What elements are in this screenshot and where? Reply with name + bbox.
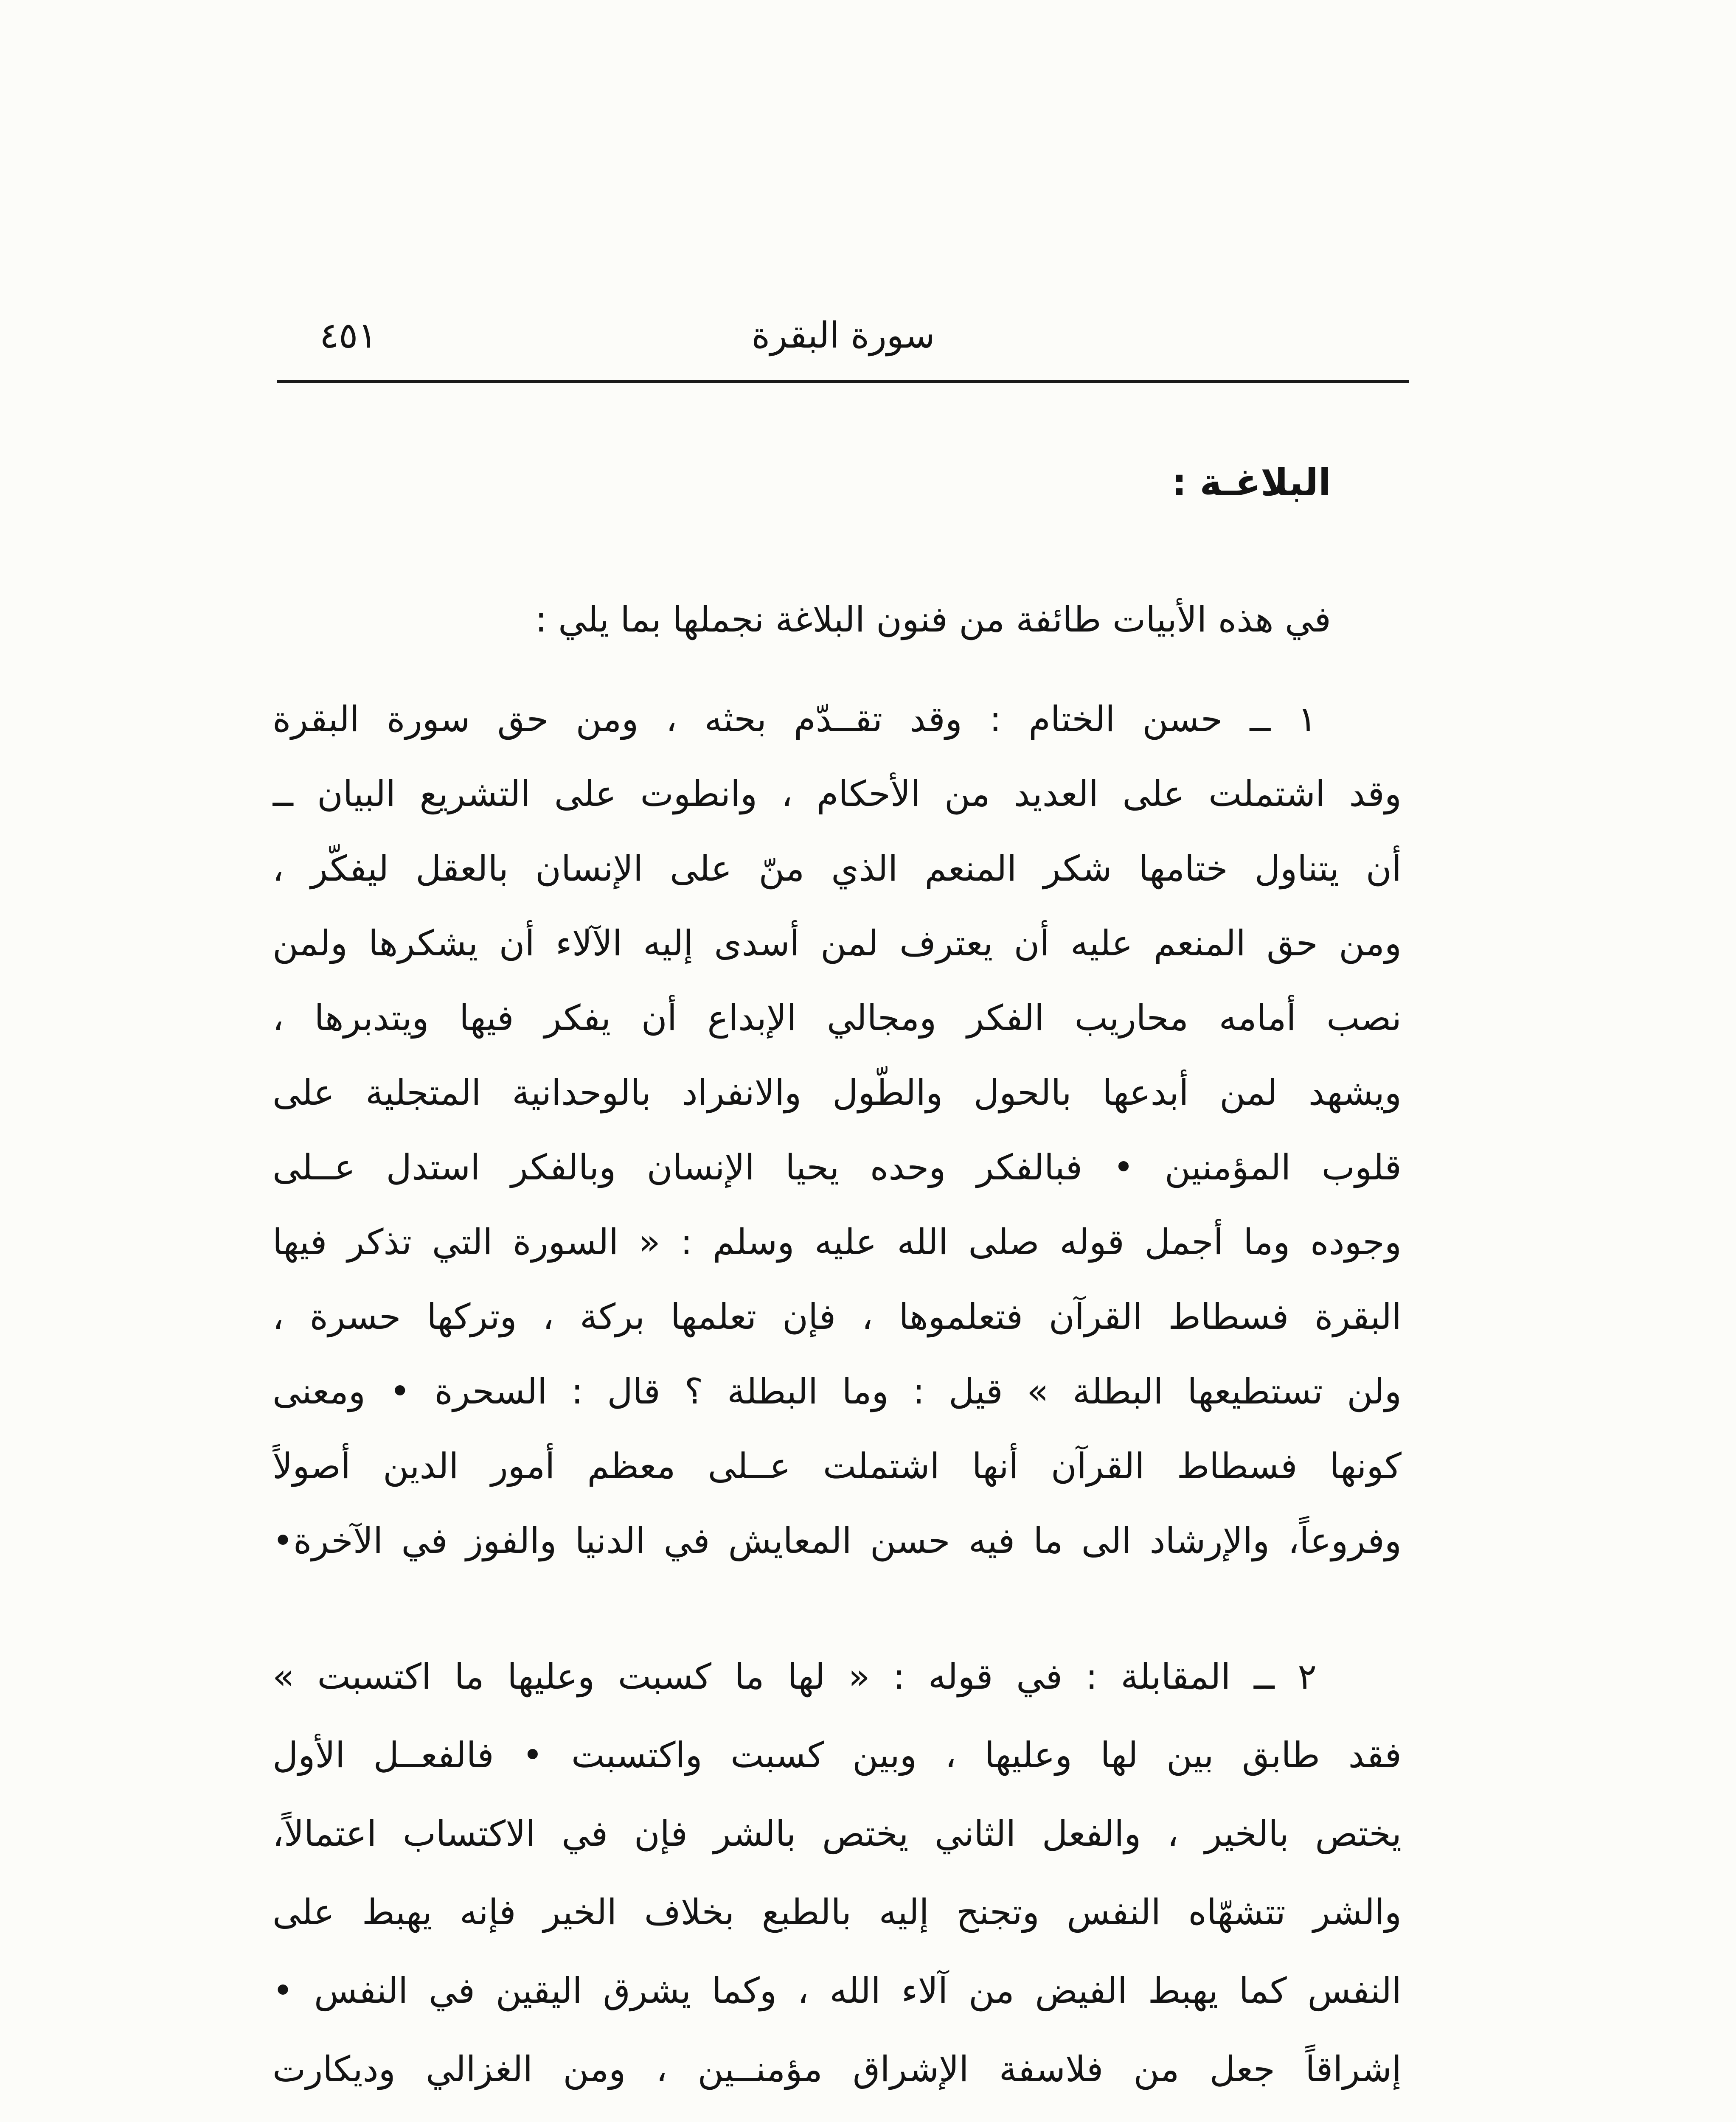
text-line: [272, 1280, 1402, 1354]
running-title: سورة البقرة: [751, 314, 935, 356]
text-line-content: وجوده وما أجمل قوله صلى الله عليه وسلم : « السورة التي تذكر فيها: [272, 1221, 1402, 1263]
text-line-content: وفروعاً، والإرشاد الى ما فيه حسن المعايش في الدنيا والفوز في الآخرة•: [272, 1520, 1402, 1561]
text-line: [272, 757, 1402, 831]
text-line-content: ٢ ــ المقابلة : في قوله : « لها ما كسبت وعليها ما اكتسبت »: [272, 1656, 1317, 1697]
intro-paragraph: في هذه الأبيات طائفة من فنون البلاغة نجملها بما يلي :: [535, 599, 1331, 640]
text-line-content: فقد طابق بين لها وعليها ، وبين كسبت واكتسبت • فالفعــل الأول: [272, 1735, 1402, 1776]
running-header: [277, 297, 1409, 373]
text-line: [272, 2108, 1402, 2122]
text-line: [272, 1637, 1402, 1716]
text-line: [272, 1130, 1402, 1205]
text-line-content: يختص بالخير ، والفعل الثاني يختص بالشر فإن في الاكتساب اعتمالاً،: [272, 1813, 1402, 1854]
text-line-content: إشراقاً جعل من فلاسفة الإشراق مؤمنــين ، ومن الغزالي وديكارت: [272, 2049, 1402, 2090]
text-line-content: والشر تتشهّاه النفس وتجنح إليه بالطبع بخلاف الخير فإنه يهبط على: [272, 1892, 1402, 1933]
text-line: [272, 1055, 1402, 1130]
text-line: [272, 1429, 1402, 1504]
text-line-content: قلوب المؤمنين • فبالفكر وحده يحيا الإنسان وبالفكر استدل عــلى: [272, 1147, 1402, 1188]
text-line: [272, 1794, 1402, 1873]
text-line-content: النفس كما يهبط الفيض من آلاء الله ، وكما يشرق اليقين في النفس •: [272, 1970, 1402, 2011]
text-line-content: ولن تستطيعها البطلة » قيل : وما البطلة ؟ قال : السحرة • ومعنى: [272, 1371, 1402, 1412]
text-line-content: ١ ــ حسن الختام : وقد تقــدّم بحثه ، ومن حق سورة البقرة: [272, 699, 1317, 740]
text-line: [272, 2030, 1402, 2108]
text-line-content: ومن حق المنعم عليه أن يعترف لمن أسدى إليه الآلاء أن يشكرها ولمن: [272, 923, 1402, 964]
text-line-content: أن يتناول ختامها شكر المنعم الذي منّ على الإنسان بالعقل ليفكّر ،: [272, 848, 1402, 889]
text-line: [272, 1951, 1402, 2030]
text-line: [272, 906, 1402, 981]
point-2-paragraph: [272, 1637, 1402, 2122]
text-line: [272, 1873, 1402, 1951]
section-heading: البلاغـة :: [1171, 460, 1331, 504]
text-line: [272, 682, 1402, 757]
text-line-content: البقرة فسطاط القرآن فتعلموها ، فإن تعلمها بركة ، وتركها حسرة ،: [272, 1296, 1402, 1337]
header-rule: [277, 380, 1409, 383]
text-line: [272, 981, 1402, 1055]
text-line: [272, 1504, 1402, 1578]
text-line-content: ويشهد لمن أبدعها بالحول والطّول والانفراد بالوحدانية المتجلية على: [272, 1072, 1402, 1113]
text-line: [272, 1354, 1402, 1429]
point-1-paragraph: [272, 682, 1402, 1578]
page-number: ٤٥١: [320, 314, 377, 356]
text-line: [272, 1205, 1402, 1280]
text-line: [272, 1716, 1402, 1794]
text-line-content: كونها فسطاط القرآن أنها اشتملت عــلى معظم أمور الدين أصولاً: [272, 1446, 1402, 1487]
text-line: [272, 831, 1402, 906]
text-line-content: وقد اشتملت على العديد من الأحكام ، وانطوت على التشريع البيان ــ: [272, 773, 1402, 814]
text-line-content: نصب أمامه محاريب الفكر ومجالي الإبداع أن يفكر فيها ويتدبرها ،: [272, 997, 1402, 1039]
